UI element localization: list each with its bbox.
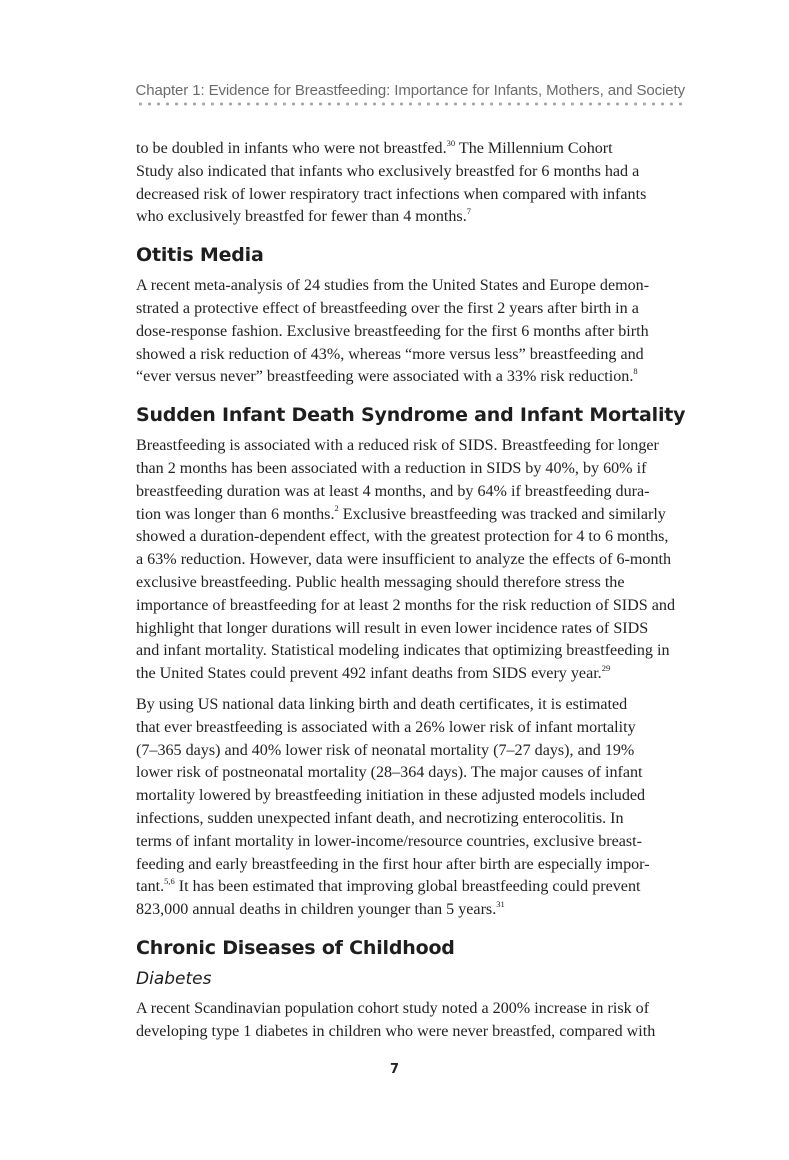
text-line: developing type 1 diabetes in children who were never breastfed, compared with [136, 1022, 656, 1040]
text-line: terms of infant mortality in lower-income/resource countries, exclusive breast- [136, 832, 643, 850]
text-line: showed a duration-dependent effect, with the greatest protection for 4 to 6 months, [136, 528, 669, 546]
text-line: tant.$^{5,6}$ It has been estimated that improving global breastfeeding could prevent [136, 875, 641, 896]
text-line: a 63% reduction. However, data were insufficient to analyze the effects of 6-month [136, 551, 672, 569]
paragraph-diabetes [136, 998, 689, 1044]
dotted-divider [136, 101, 685, 107]
page-body [136, 138, 689, 1052]
citation-ref: 31 [496, 898, 505, 909]
text-line: importance of breastfeeding for at least 2 months for the risk reduction of SIDS and [136, 596, 675, 614]
text-line: feeding and early breastfeeding in the first hour after birth are especially impor- [136, 855, 650, 873]
text-line: lower risk of postneonatal mortality (28–364 days). The major causes of infant [136, 764, 643, 782]
text-line: strated a protective effect of breastfeeding over the first 2 years after birth in a [136, 299, 639, 317]
running-head: Chapter 1: Evidence for Breastfeeding: Importance for Infants, Mothers, and Society [135, 82, 685, 99]
text-line: that ever breastfeeding is associated with a 26% lower risk of infant mortality [136, 718, 636, 736]
text-line: A recent Scandinavian population cohort study noted a 200% increase in risk of [136, 999, 650, 1017]
text-line: infections, sudden unexpected infant death, and necrotizing enterocolitis. In [136, 809, 624, 827]
text-line: the United States could prevent 492 infant deaths from SIDS every year.$^{29}$ [136, 662, 611, 683]
text-line: highlight that longer durations will result in even lower incidence rates of SIDS [136, 619, 649, 637]
heading-chronic-diseases: Chronic Diseases of Childhood [136, 936, 455, 959]
text-line: By using US national data linking birth and death certificates, it is estimated [136, 695, 628, 713]
citation-ref: 30 [446, 137, 456, 148]
heading-otitis-media: Otitis Media [136, 244, 264, 267]
text-line: who exclusively breastfed for fewer than 4 months.$^7$ [136, 206, 471, 226]
text-line: decreased risk of lower respiratory tract infections when compared with infants [136, 185, 647, 203]
citation-ref: 8 [633, 366, 638, 377]
text-line: “ever versus never” breastfeeding were associated with a 33% risk reduction.$^8$ [136, 366, 638, 386]
text-line: and infant mortality. Statistical modeling indicates that optimizing breastfeeding in [136, 642, 670, 660]
text-line: than 2 months has been associated with a reduction in SIDS by 40%, by 60% if [136, 459, 647, 477]
paragraph-respiratory [136, 138, 689, 229]
subheading-diabetes: Diabetes [136, 968, 212, 989]
page-number: 7 [389, 1062, 400, 1077]
paragraph-otitis [136, 275, 689, 389]
citation-ref: 29 [601, 662, 611, 673]
text-line: 823,000 annual deaths in children younger than 5 years.$^{31}$ [136, 898, 505, 919]
text-line: to be doubled in infants who were not breastfed.$^{30}$ The Millennium Cohort [136, 137, 613, 157]
text-line: tion was longer than 6 months.$^2$ Exclusive breastfeeding was tracked and similarly [136, 503, 666, 523]
paragraph-sids [136, 435, 689, 686]
citation-ref: 7 [466, 206, 471, 217]
heading-sids: Sudden Infant Death Syndrome and Infant Mortality [136, 404, 686, 427]
citation-ref: 5,6 [164, 875, 175, 886]
text-line: showed a risk reduction of 43%, whereas “more versus less” breastfeeding and [136, 345, 644, 363]
text-line: exclusive breastfeeding. Public health messaging should therefore stress the [136, 573, 625, 591]
text-line: Study also indicated that infants who exclusively breastfed for 6 months had a [136, 162, 640, 180]
text-line: mortality lowered by breastfeeding initiation in these adjusted models included [136, 787, 646, 805]
text-line: Breastfeeding is associated with a reduced risk of SIDS. Breastfeeding for longer [136, 437, 659, 455]
text-line: dose-response fashion. Exclusive breastfeeding for the first 6 months after birth [136, 322, 649, 340]
citation-ref: 2 [334, 503, 339, 514]
text-line: breastfeeding duration was at least 4 months, and by 64% if breastfeeding dura- [136, 482, 650, 500]
paragraph-infant-mortality [136, 694, 689, 922]
text-line: A recent meta-analysis of 24 studies from the United States and Europe demon- [136, 277, 650, 295]
text-line: (7–365 days) and 40% lower risk of neonatal mortality (7–27 days), and 19% [136, 741, 635, 759]
